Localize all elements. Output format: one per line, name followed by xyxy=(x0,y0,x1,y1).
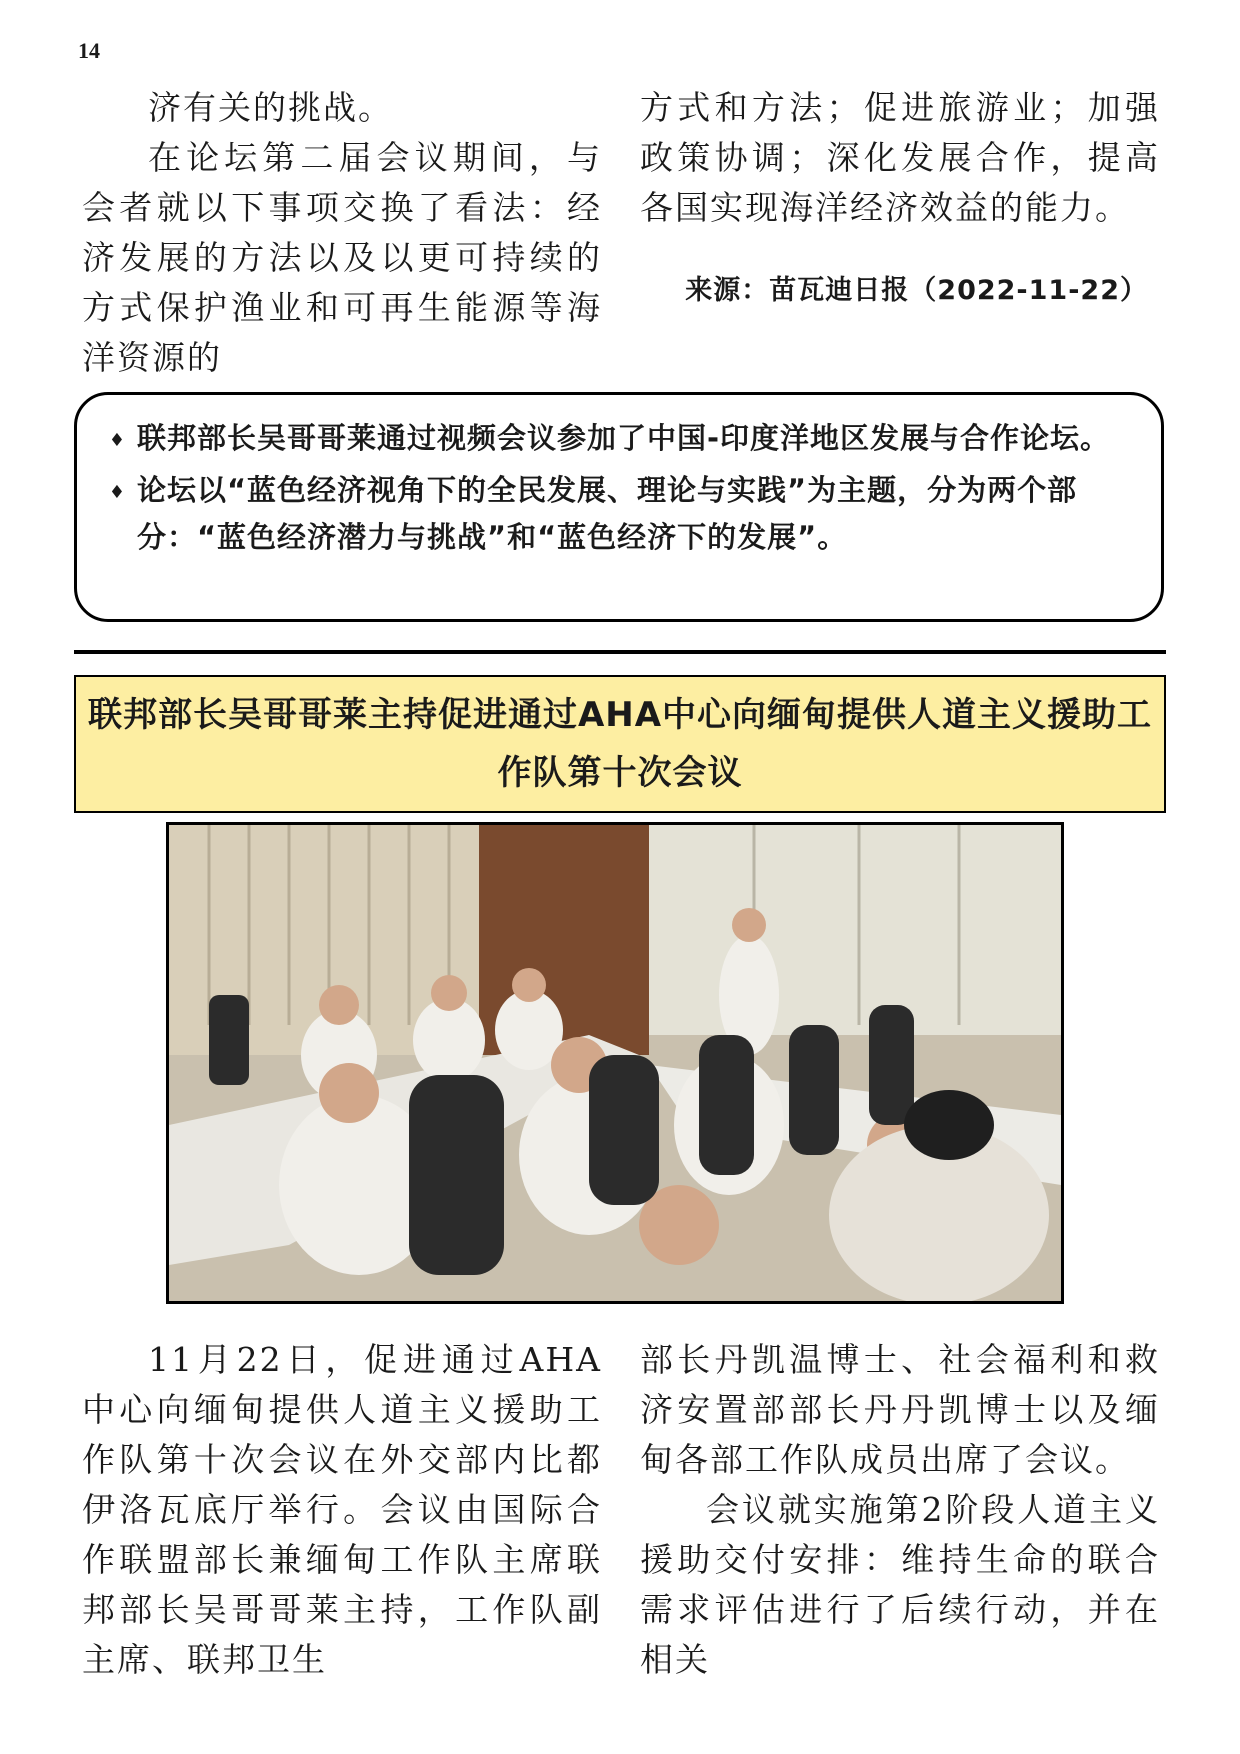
bullet-text: 论坛以“蓝色经济视角下的全民发展、理论与实践”为主题，分为两个部分：“蓝色经济潜力与挑战”和“蓝色经济下的发展”。 xyxy=(137,473,1078,554)
meeting-photo xyxy=(166,822,1064,1304)
summary-bullet xyxy=(97,415,1141,467)
section-divider xyxy=(74,650,1166,654)
article-right-column xyxy=(640,1335,1160,1685)
summary-box xyxy=(74,392,1164,622)
paragraph: 方式和方法；促进旅游业；加强政策协调；深化发展合作，提高各国实现海洋经济效益的能力。 xyxy=(640,88,1160,227)
page-number: 14 xyxy=(78,38,100,63)
bullet-text: 联邦部长吴哥哥莱通过视频会议参加了中国-印度洋地区发展与合作论坛。 xyxy=(137,421,1111,455)
article-headline: 联邦部长吴哥哥莱主持促进通过AHA中心向缅甸提供人道主义援助工作队第十次会议 xyxy=(74,675,1166,813)
source-credit: 来源：苗瓦迪日报（2022-11-22） xyxy=(685,275,1148,306)
paragraph: 济有关的挑战。 xyxy=(148,88,393,127)
paragraph: 部长丹凯温博士、社会福利和救济安置部部长丹丹凯博士以及缅甸各部工作队成员出席了会议。 xyxy=(640,1340,1160,1479)
bullet-icon: ♦ xyxy=(108,430,126,451)
paragraph: 在论坛第二届会议期间，与会者就以下事项交换了看法：经济发展的方法以及以更可持续的方式保护渔业和可再生能源等海洋资源的 xyxy=(82,138,602,377)
top-left-column xyxy=(82,83,602,383)
article-left-column xyxy=(82,1335,602,1685)
bullet-icon: ♦ xyxy=(108,482,126,503)
summary-bullet xyxy=(97,467,1141,561)
paragraph: 会议就实施第2阶段人道主义援助交付安排：维持生命的联合需求评估进行了后续行动，并在相关 xyxy=(640,1490,1160,1679)
top-right-column xyxy=(640,83,1160,233)
paragraph: 11月22日，促进通过AHA中心向缅甸提供人道主义援助工作队第十次会议在外交部内比都伊洛瓦底厅举行。会议由国际合作联盟部长兼缅甸工作队主席联邦部长吴哥哥莱主持，工作队副主席、联邦卫生 xyxy=(82,1340,602,1679)
